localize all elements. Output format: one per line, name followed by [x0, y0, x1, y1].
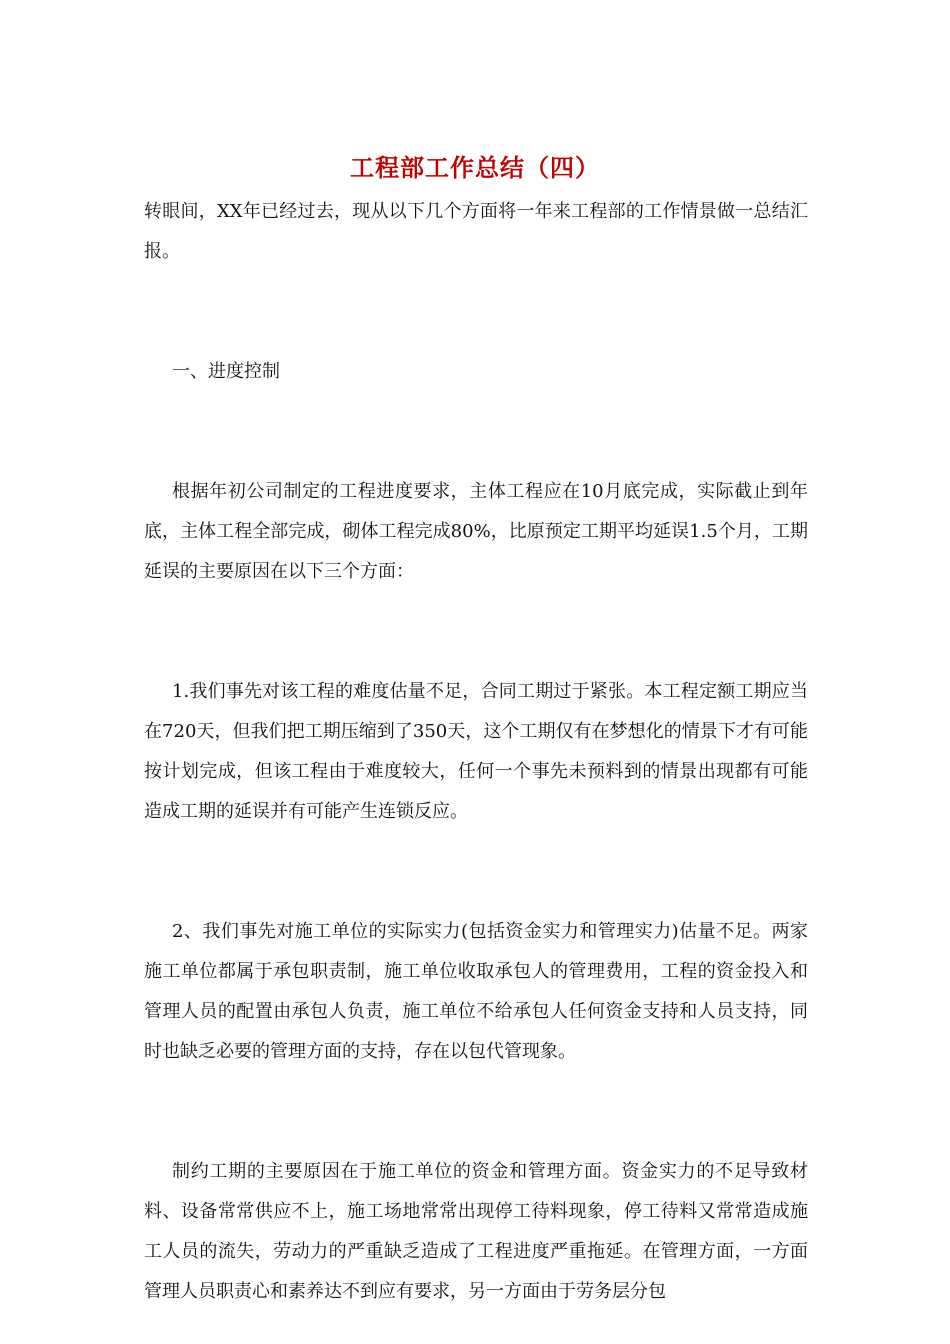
document-body: [144, 192, 808, 1312]
document-title: 工程部工作总结（四）: [350, 153, 600, 182]
section-heading-progress-control: 一、进度控制: [172, 361, 280, 382]
progress-paragraph: 根据年初公司制定的工程进度要求，主体工程应在10月底完成，实际截止到年底，主体工程全部完成，砌体工程完成80%，比原预定工期平均延误1.5个月，工期延误的主要原因在以下三个方面：: [144, 481, 808, 582]
constraint-paragraph: 制约工期的主要原因在于施工单位的资金和管理方面。资金实力的不足导致材料、设备常常供应不上，施工场地常常出现停工待料现象，停工待料又常常造成施工人员的流失，劳动力的严重缺乏造成了工程进度严重拖延。在管理方面，一方面管理人员职责心和素养达不到应有要求，另一方面由于劳务层分包: [144, 1161, 808, 1302]
reason-2-paragraph: 2、我们事先对施工单位的实际实力(包括资金实力和管理实力)估量不足。两家施工单位都属于承包职责制，施工单位收取承包人的管理费用，工程的资金投入和管理人员的配置由承包人负责，施工单位不给承包人任何资金支持和人员支持，同时也缺乏必要的管理方面的支持，存在以包代管现象。: [144, 921, 808, 1062]
reason-1-paragraph: 1.我们事先对该工程的难度估量不足，合同工期过于紧张。本工程定额工期应当在720天，但我们把工期压缩到了350天，这个工期仅有在梦想化的情景下才有可能按计划完成，但该工程由于难度较大，任何一个事先未预料到的情景出现都有可能造成工期的延误并有可能产生连锁反应。: [144, 681, 808, 822]
intro-paragraph: 转眼间，XX年已经过去，现从以下几个方面将一年来工程部的工作情景做一总结汇报。: [144, 201, 808, 262]
